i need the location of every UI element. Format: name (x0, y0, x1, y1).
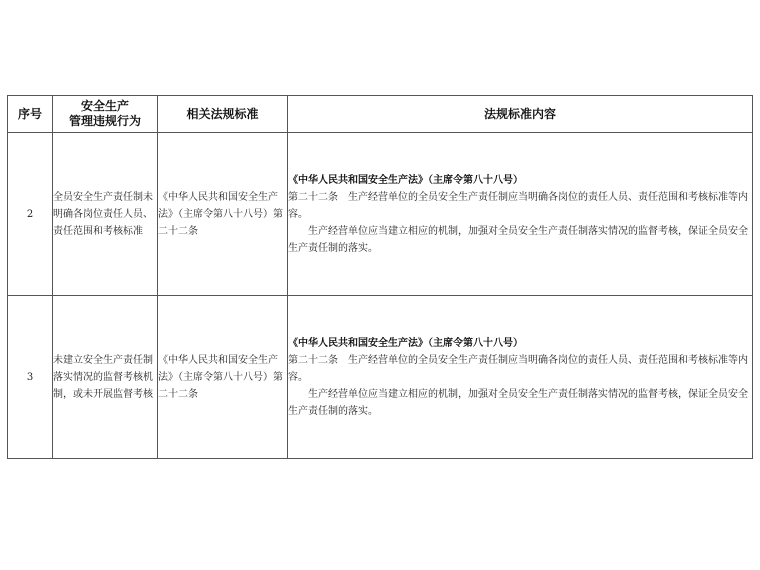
row-index: 2 (8, 133, 53, 296)
row-reference: 《中华人民共和国安全生产法》（主席令第八十八号）第二十二条 (158, 296, 288, 459)
table-row (8, 133, 753, 296)
table-header-row (8, 96, 753, 133)
law-title: 《中华人民共和国安全生产法》（主席令第八十八号） (288, 174, 523, 186)
header-index: 序号 (8, 96, 53, 133)
header-violation-line1: 安全生产 (80, 99, 129, 113)
law-title: 《中华人民共和国安全生产法》（主席令第八十八号） (288, 337, 523, 349)
law-paragraph: 生产经营单位应当建立相应的机制，加强对全员安全生产责任制落实情况的监督考核，保证全员安全生产责任制的落实。 (288, 388, 748, 417)
row-violation: 未建立安全生产责任制落实情况的监督考核机制，或未开展监督考核 (53, 296, 158, 459)
row-violation: 全员安全生产责任制未明确各岗位责任人员、责任范围和考核标准 (53, 133, 158, 296)
row-reference: 《中华人民共和国安全生产法》（主席令第八十八号）第二十二条 (158, 133, 288, 296)
table-row (8, 296, 753, 459)
law-article: 第二十二条 生产经营单位的全员安全生产责任制应当明确各岗位的责任人员、责任范围和考核标准等内容。 (288, 354, 748, 383)
row-content (288, 296, 753, 459)
header-content: 法规标准内容 (288, 96, 753, 133)
row-index: 3 (8, 296, 53, 459)
header-violation (53, 96, 158, 133)
regulation-table (7, 95, 753, 459)
header-violation-line2: 管理违规行为 (68, 114, 141, 128)
header-reference: 相关法规标准 (158, 96, 288, 133)
law-article: 第二十二条 生产经营单位的全员安全生产责任制应当明确各岗位的责任人员、责任范围和考核标准等内容。 (288, 191, 748, 220)
law-paragraph: 生产经营单位应当建立相应的机制，加强对全员安全生产责任制落实情况的监督考核，保证全员安全生产责任制的落实。 (288, 225, 748, 254)
row-content (288, 133, 753, 296)
